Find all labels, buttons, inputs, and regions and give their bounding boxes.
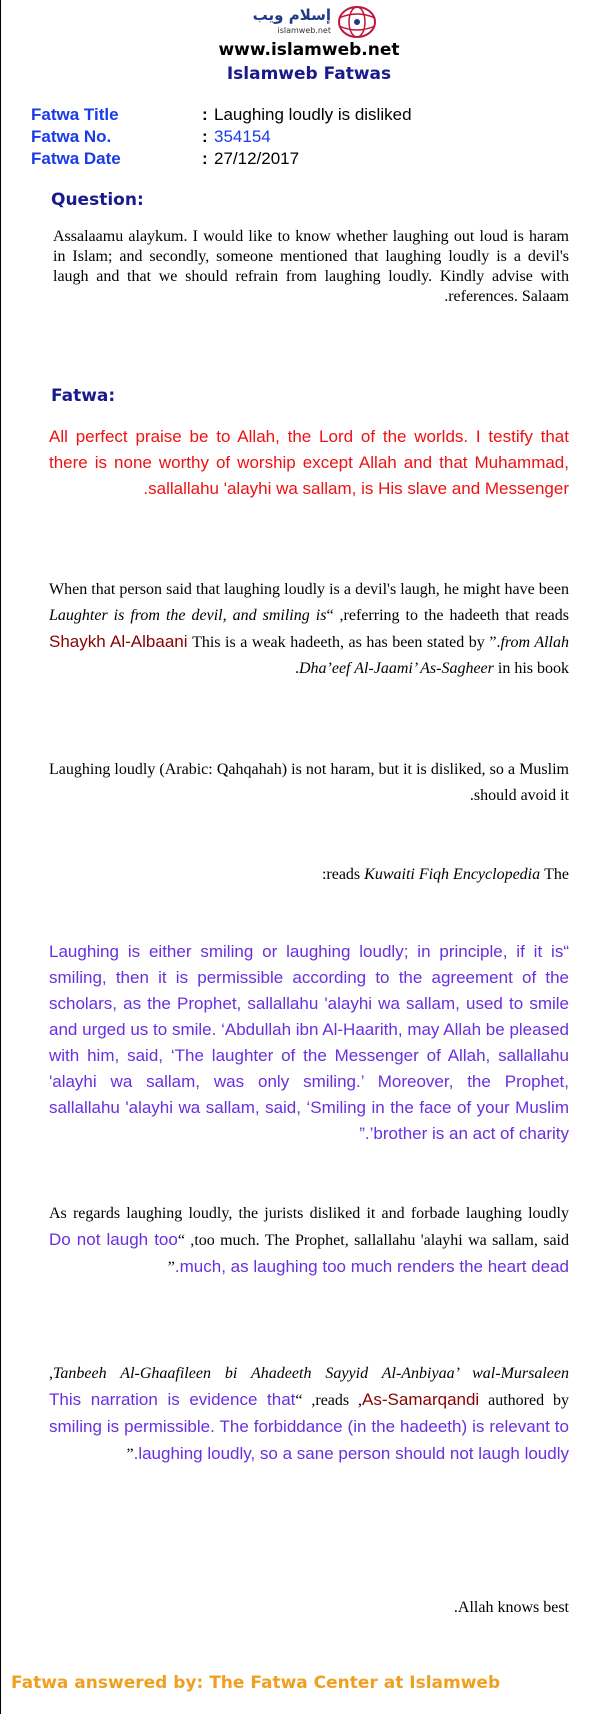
fatwa-date-value: 27/12/2017 (214, 149, 300, 168)
fatwa-number-value[interactable]: 354154 (214, 127, 271, 146)
islamweb-logo[interactable] (235, 4, 385, 40)
hadeeth-quote: Do not laugh too much, as laughing too much renders the heart dead. (49, 1230, 569, 1276)
fatwa-title-value: Laughing loudly is disliked (214, 105, 412, 124)
text: ” (167, 1259, 175, 1276)
question-text: Assalaamu alaykum. I would like to know whether laughing out loud is haram in Islam; and secondly, someone mentioned that laughing loudly is a devil's laugh and that we should refrain from laughing loudly. Kindly advise with references. Salaam. (53, 228, 569, 305)
text: ” (126, 1446, 134, 1463)
encyclopedia-quote: “Laughing is either smiling or laughing loudly; in principle, if it is smiling, then it is permissible according to the agreement of the scholars, as the Prophet, sallallahu 'alayhi wa sallam, used to smile and urged us to smile. ‘Abdullah ibn Al-Haarith, may Allah be pleased with him, said, ‘The laughter of the Messenger of Allah, sallallahu 'alayhi wa sallam, was only smiling.’ Moreover, the Prophet, sallallahu 'alayhi wa sallam, said, ‘Smiling in the face of your Muslim brother is an act of charity’.” (49, 942, 569, 1143)
hadeeth-quote: Laughter is from the devil, and smiling is from Allah (49, 607, 569, 651)
text: .” This is a weak hadeeth, as has been stated by (187, 634, 501, 651)
book-title: Tanbeeh Al-Ghaafileen bi Ahadeeth Sayyid Al-Anbiyaa’ wal-Mursaleen (53, 1365, 569, 1382)
scholar-name: Shaykh Al-Albaani (49, 632, 188, 651)
globe-icon (335, 4, 381, 40)
text: reads: (321, 866, 365, 883)
question-heading: Question: (51, 190, 144, 210)
fatwa-date-label: Fatwa Date (31, 149, 121, 168)
text: The (540, 866, 569, 883)
fatwa-paragraph-1 (49, 577, 569, 682)
text: , authored by (49, 1365, 569, 1409)
text: in his book (493, 660, 569, 677)
logo-subtext: islamweb.net (277, 26, 331, 35)
fatwa-paragraph-2: Laughing loudly (Arabic: Qahqahah) is not haram, but it is disliked, so a Muslim should avoid it. (49, 761, 569, 804)
separator: : (202, 149, 208, 168)
fatwa-heading: Fatwa: (51, 386, 116, 406)
fatwa-paragraph-3 (49, 862, 569, 888)
narration-quote: This narration is evidence that smiling is permissible. The forbiddance (in the hadeeth) is relevant to laughing loudly, so a sane person should not laugh loudly. (49, 1390, 569, 1463)
site-title: Islamweb Fatwas (226, 64, 392, 84)
text: When that person said that laughing loudly is a devil's laugh, he might have been referring to the hadeeth that reads, “ (49, 581, 570, 624)
text: As regards laughing loudly, the jurists disliked it and forbade laughing loudly too much. The Prophet, sallallahu 'alayhi wa sallam, said, “ (49, 1205, 570, 1249)
text: . (294, 660, 299, 677)
logo-arabic-text: إسلام ويب (252, 6, 331, 24)
book-title: Kuwaiti Fiqh Encyclopedia (364, 866, 541, 883)
site-url[interactable]: www.islamweb.net (218, 40, 400, 60)
footer-attribution: Fatwa answered by: The Fatwa Center at Islamweb (11, 1673, 501, 1693)
closing-text: Allah knows best. (453, 1599, 569, 1616)
fatwa-paragraph-5 (49, 1201, 569, 1281)
fatwa-paragraph-6 (49, 1361, 569, 1468)
fatwa-title-label: Fatwa Title (31, 105, 119, 124)
book-title: Dha’eef Al-Jaami’ As-Sagheer (298, 660, 494, 677)
praise-paragraph: All perfect praise be to Allah, the Lord of the worlds. I testify that there is none worthy of worship except Allah and that Muhammad, sallallahu 'alayhi wa sallam, is His slave and Messenger. (49, 427, 569, 498)
text: , reads, “ (295, 1392, 363, 1409)
fatwa-number-label: Fatwa No. (31, 127, 112, 146)
author-name: As-Samarqandi (362, 1390, 480, 1409)
separator: : (202, 127, 208, 146)
separator: : (202, 105, 208, 124)
